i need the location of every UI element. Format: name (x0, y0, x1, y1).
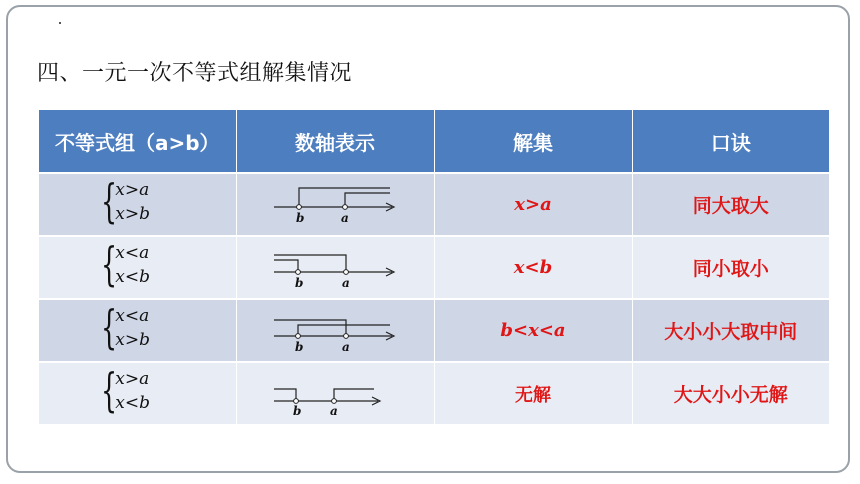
mnemonic-cell (632, 299, 829, 362)
header-mnemonic: 口诀 (632, 110, 829, 173)
inequality-table (39, 110, 829, 424)
table-row (39, 236, 829, 299)
left-brace: { (101, 236, 118, 291)
range-x-gt-a (334, 389, 374, 401)
inequality-system (97, 173, 177, 229)
range-x-lt-a (274, 255, 346, 272)
number-line-diagram (270, 371, 400, 417)
solution-cell (434, 299, 632, 362)
point-a (343, 204, 348, 209)
inequality-2: x<b (115, 266, 150, 287)
label-a: a (342, 339, 350, 354)
number-line-diagram (270, 245, 400, 291)
inequality-1: x>a (115, 179, 150, 200)
label-a: a (330, 403, 338, 417)
table-row (39, 362, 829, 424)
solution-set: x<b (513, 257, 553, 278)
range-x-lt-a (274, 320, 346, 336)
inequality-1: x<a (115, 242, 150, 263)
point-b (296, 269, 301, 274)
range-x-lt-b (274, 260, 298, 272)
point-b (296, 333, 301, 338)
inequality-2: x<b (115, 392, 150, 413)
number-line-diagram (270, 182, 400, 228)
header-number-line: 数轴表示 (236, 110, 434, 173)
label-a: a (342, 275, 350, 290)
inequality-2: x>b (115, 329, 150, 350)
inequality-1: x<a (115, 305, 150, 326)
left-brace: { (101, 173, 118, 228)
number-line-cell (236, 299, 434, 362)
solution-set: 无解 (515, 384, 551, 406)
table-row (39, 299, 829, 362)
left-brace: { (101, 362, 118, 417)
number-line-cell (236, 362, 434, 424)
point-a (344, 333, 349, 338)
header-solution-set: 解集 (434, 110, 632, 173)
label-b: b (293, 403, 302, 417)
label-b: b (295, 339, 304, 354)
mnemonic: 大小小大取中间 (664, 321, 798, 343)
solution-cell (434, 236, 632, 299)
number-line-diagram (270, 308, 400, 354)
inequality-2: x>b (115, 203, 150, 224)
table-row (39, 173, 829, 236)
point-b (297, 204, 302, 209)
left-brace: { (101, 299, 118, 354)
inequality-system (97, 236, 177, 292)
solution-set: b<x<a (500, 320, 566, 341)
inequality-1: x>a (115, 368, 150, 389)
range-x-lt-b (274, 389, 296, 401)
solution-cell (434, 362, 632, 424)
mnemonic-cell (632, 362, 829, 424)
solution-set: x>a (514, 194, 552, 215)
inequality-system-cell (39, 173, 236, 236)
number-line-cell (236, 173, 434, 236)
point-b (294, 398, 299, 403)
inequality-system-cell (39, 299, 236, 362)
label-a: a (341, 210, 349, 225)
section-heading: 四、一元一次不等式组解集情况 (37, 61, 353, 86)
mnemonic-cell (632, 236, 829, 299)
header-inequality-system: 不等式组（a>b） (39, 110, 236, 173)
inequality-system-cell (39, 236, 236, 299)
inequality-system (97, 299, 177, 355)
mnemonic: 大大小小无解 (673, 384, 788, 406)
mnemonic: 同小取小 (692, 258, 769, 280)
point-a (332, 398, 337, 403)
label-b: b (296, 210, 305, 225)
solution-cell (434, 173, 632, 236)
point-a (344, 269, 349, 274)
mnemonic-cell (632, 173, 829, 236)
number-line-cell (236, 236, 434, 299)
inequality-system (97, 362, 177, 418)
label-b: b (295, 275, 304, 290)
inequality-system-cell (39, 362, 236, 424)
mnemonic: 同大取大 (692, 195, 769, 217)
table-header-row (39, 110, 829, 173)
slide-marker-dot (59, 22, 61, 24)
range-x-gt-a (345, 193, 390, 207)
